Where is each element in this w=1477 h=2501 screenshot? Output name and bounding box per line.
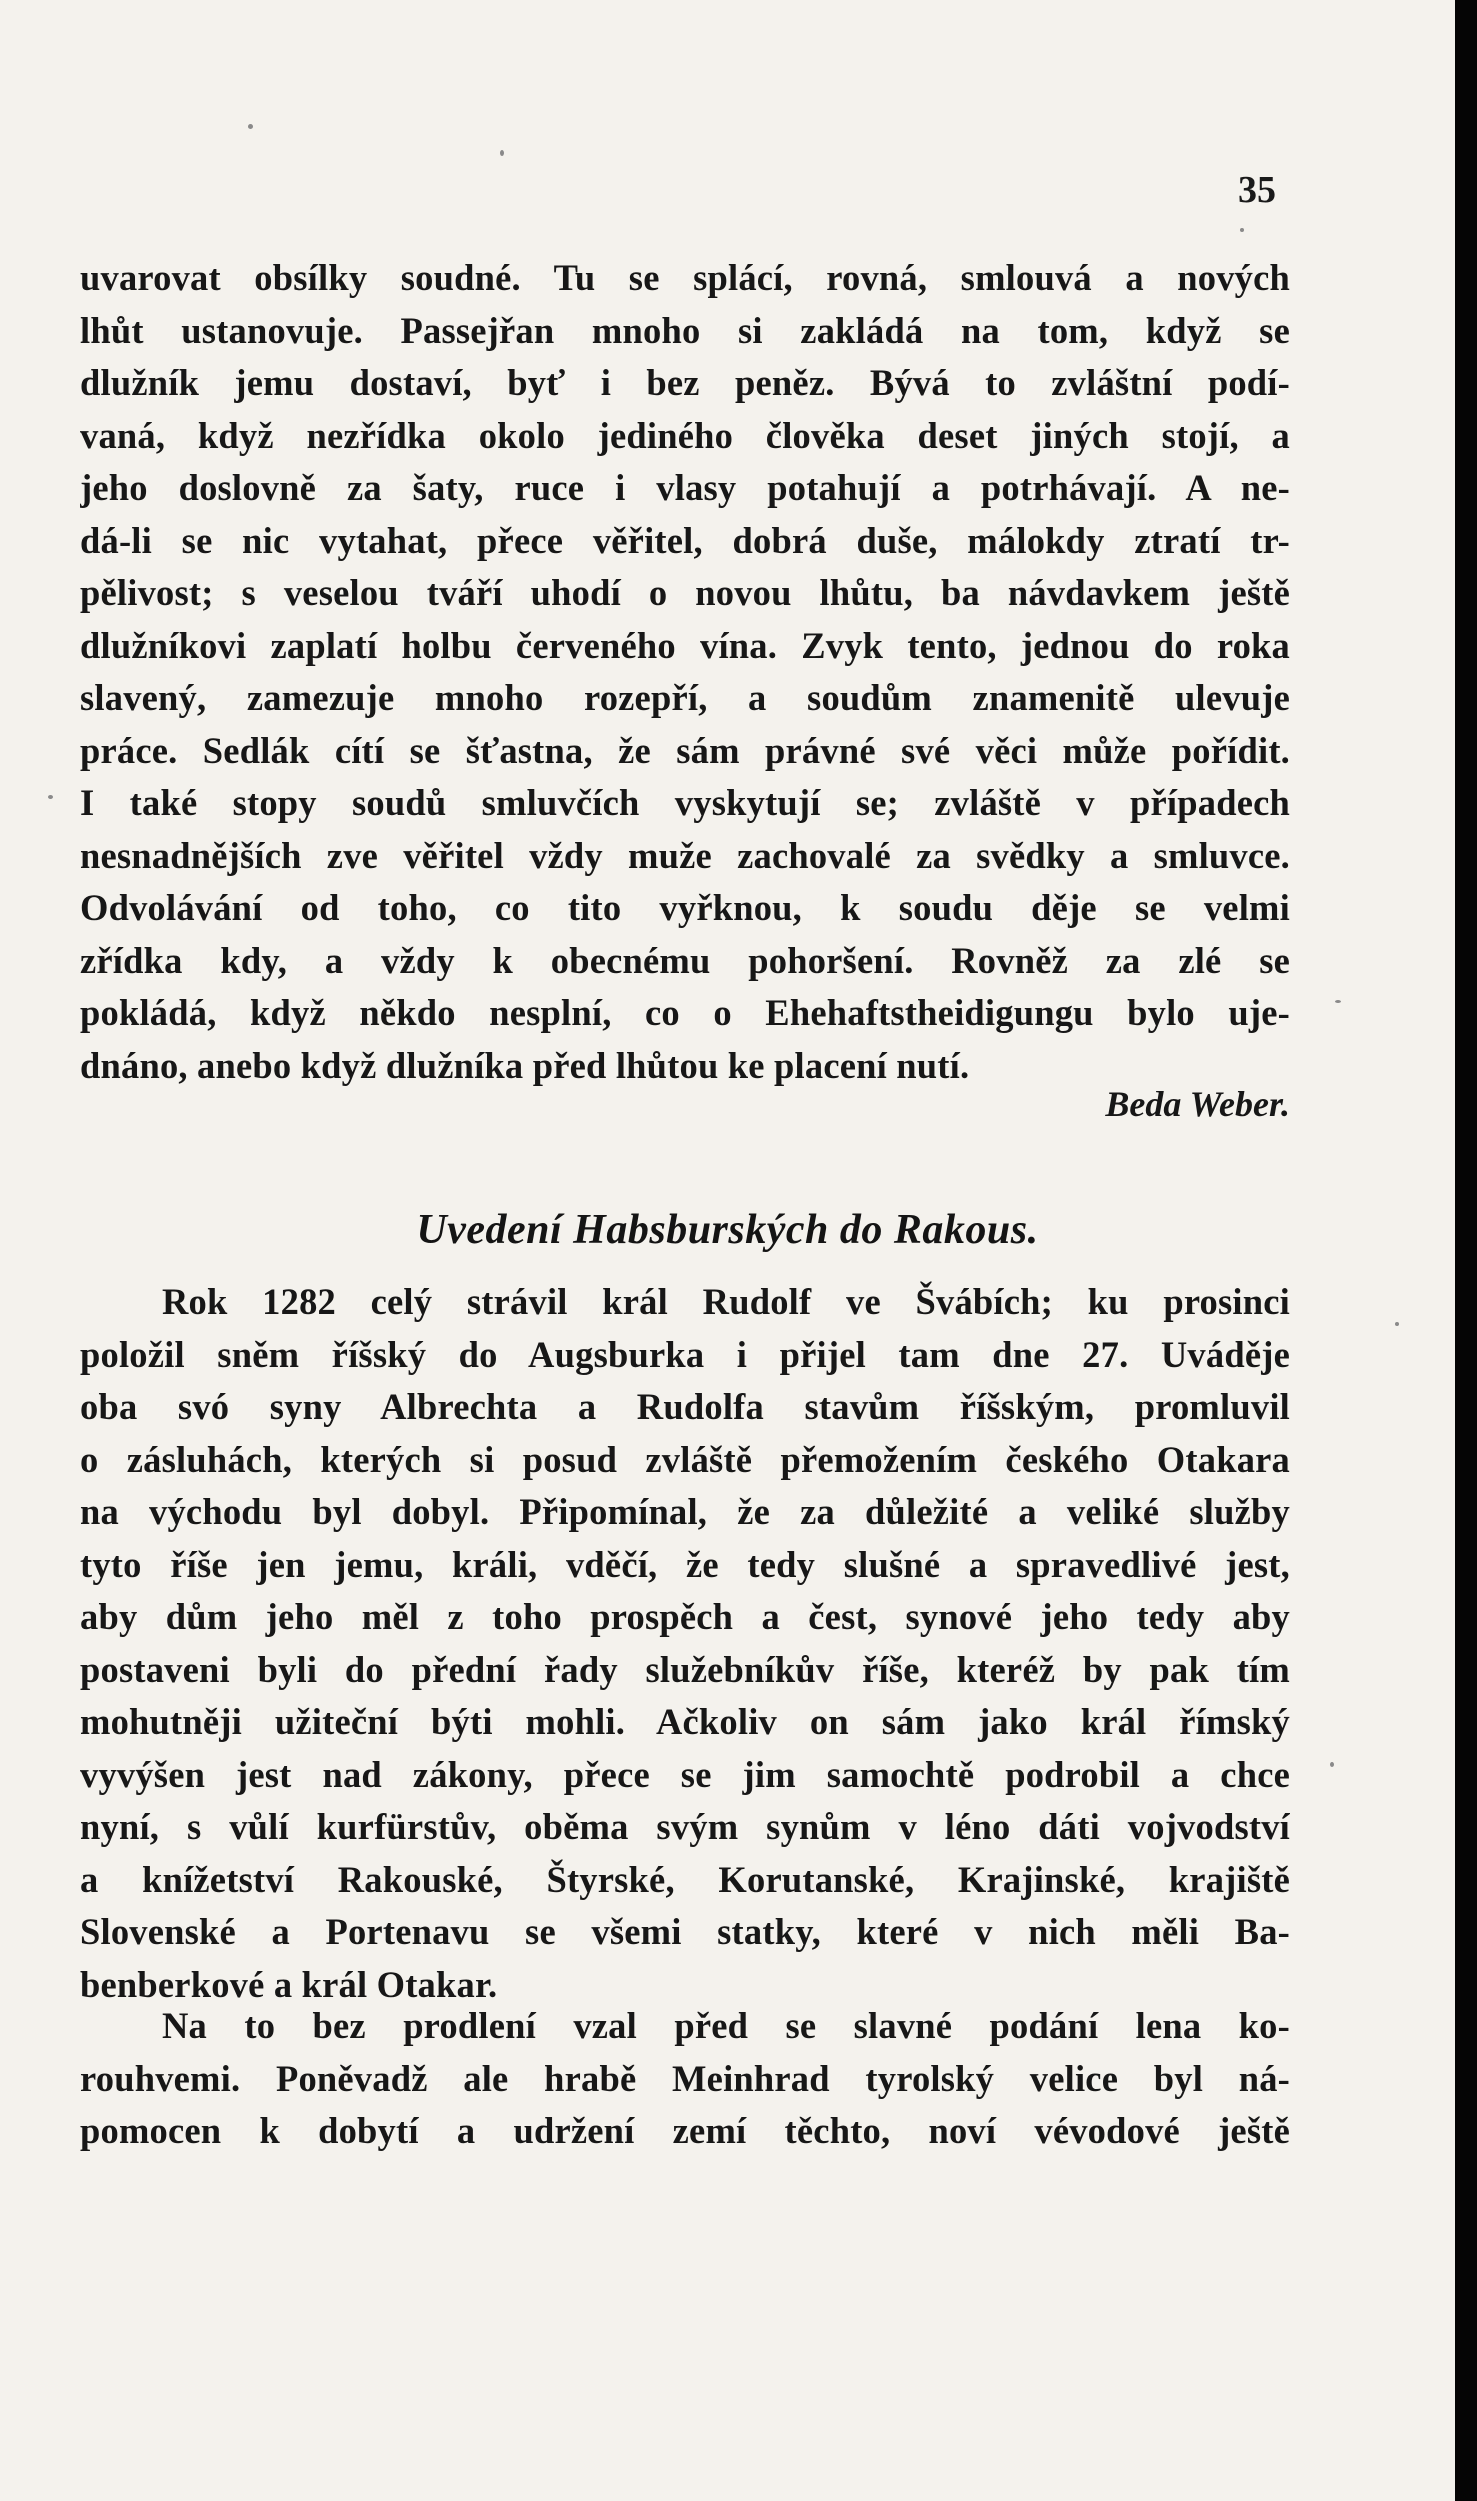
paper-speck: [1335, 1000, 1341, 1003]
text-line: I také stopy soudů smluvčích vyskytují se; zvláště v případech: [80, 782, 1290, 823]
text-line: zřídka kdy, a vždy k obecnému pohoršení. Rovněž za zlé se: [80, 939, 1290, 981]
paper-speck: [1395, 1322, 1399, 1326]
author-signature: Beda Weber.: [1105, 1084, 1290, 1124]
text-line: rouhvemi. Poněvadž ale hrabě Meinhrad tyrolský velice byl ná-: [80, 2057, 1290, 2099]
paragraph-2: [80, 1276, 1290, 2011]
text-line: dlužník jemu dostaví, byť i bez peněz. Bývá to zvláštní podí-: [80, 362, 1290, 403]
text-line: vyvýšen jest nad zákony, přece se jim samochtě podrobil a chce: [80, 1753, 1290, 1795]
paper-speck: [1330, 1762, 1334, 1767]
text-line: lhůt ustanovuje. Passejřan mnoho si zakládá na tom, když se: [80, 309, 1290, 351]
paragraph-1: [80, 252, 1290, 1092]
text-line: mohutněji užiteční býti mohli. Ačkoliv on sám jako král římský: [80, 1701, 1290, 1742]
text-line: Slovenské a Portenavu se všemi statky, které v nich měli Ba-: [80, 1911, 1290, 1952]
page-number: 35: [1238, 169, 1276, 211]
section-title: Uvedení Habsburských do Rakous.: [416, 1207, 1039, 1253]
text-line: pokládá, když někdo nesplní, co o Ehehaftstheidigungu bylo uje-: [80, 992, 1290, 1033]
text-line: postaveni byli do přední řady služebníkův říše, kteréž by pak tím: [80, 1648, 1290, 1690]
text-line: benberkové a král Otakar.: [80, 1963, 498, 2005]
text-line: jeho doslovně za šaty, ruce i vlasy potahují a potrhávají. A ne-: [80, 467, 1290, 508]
text-line: vaná, když nezřídka okolo jediného člověka deset jiných stojí, a: [80, 414, 1290, 456]
text-line: aby dům jeho měl z toho prospěch a čest, synové jeho tedy aby: [80, 1596, 1290, 1637]
paragraph-3: [80, 2000, 1290, 2158]
scan-border: [1455, 0, 1477, 2501]
text-line: dlužníkovi zaplatí holbu červeného vína. Zvyk tento, jednou do roka: [80, 624, 1290, 666]
text-line: Rok 1282 celý strávil král Rudolf ve Švábích; ku prosinci: [162, 1281, 1290, 1322]
text-line: a knížetství Rakouské, Štyrské, Korutanské, Krajinské, krajiště: [80, 1858, 1290, 1900]
text-line: oba svó syny Albrechta a Rudolfa stavům říšským, promluvil: [80, 1386, 1290, 1427]
paper-speck: [1240, 228, 1244, 232]
text-line: nyní, s vůlí kurfürstův, oběma svým synům v léno dáti vojvodství: [80, 1806, 1290, 1847]
text-line: na východu byl dobyl. Připomínal, že za důležité a veliké služby: [80, 1491, 1290, 1532]
text-line: pělivost; s veselou tváří uhodí o novou lhůtu, ba návdavkem ještě: [80, 572, 1290, 613]
text-line: nesnadnějších zve věřitel vždy muže zachovalé za svědky a smluvce.: [80, 834, 1290, 876]
paper-speck: [48, 795, 53, 799]
text-line: dnáno, anebo když dlužníka před lhůtou ke placení nutí.: [80, 1044, 970, 1086]
text-line: Odvolávání od toho, co tito vyřknou, k soudu děje se velmi: [80, 887, 1290, 928]
text-line: práce. Sedlák cítí se šťastna, že sám právné své věci může pořídit.: [80, 729, 1290, 771]
text-line: o zásluhách, kterých si posud zvláště přemožením českého Otakara: [80, 1438, 1290, 1480]
text-line: uvarovat obsílky soudné. Tu se splácí, rovná, smlouvá a nových: [80, 257, 1290, 298]
text-line: Na to bez prodlení vzal před se slavné podání lena ko-: [162, 2005, 1290, 2046]
text-line: položil sněm říšský do Augsburka i přijel tam dne 27. Uváděje: [80, 1333, 1290, 1375]
text-line: tyto říše jen jemu, králi, vděčí, že tedy slušné a spravedlivé jest,: [80, 1543, 1290, 1585]
text-line: dá-li se nic vytahat, přece věřitel, dobrá duše, málokdy ztratí tr-: [80, 519, 1290, 561]
paper-speck: [248, 124, 253, 129]
text-line: slavený, zamezuje mnoho rozepří, a soudům znamenitě ulevuje: [80, 677, 1290, 718]
paper-speck: [500, 150, 504, 156]
text-line: pomocen k dobytí a udržení zemí těchto, noví vévodové ještě: [80, 2110, 1290, 2151]
